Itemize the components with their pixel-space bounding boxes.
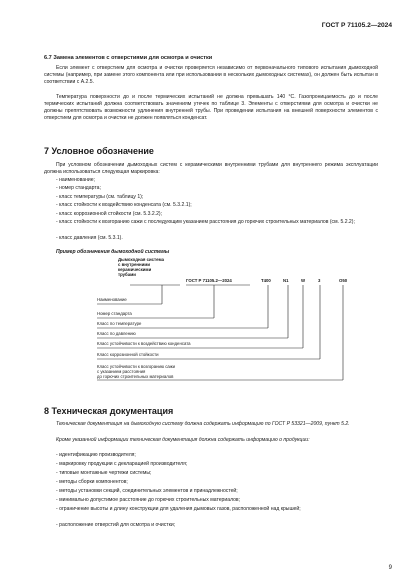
section-8-title: 8 Техническая документация <box>44 406 174 416</box>
page-number: 9 <box>388 565 392 571</box>
product-name-line: керамическими <box>118 267 152 272</box>
documentation-item: - идентификацию производителя; <box>56 452 136 458</box>
section-7-intro: При условном обозначении дымоходных систем с керамическими внутренними трубами для внутреннего режима эксплуатации должна использоваться следующая маркировка: <box>44 162 378 176</box>
product-name-line: с внутренними <box>118 262 151 267</box>
code-condensate: W <box>301 278 306 283</box>
documentation-item: - методы установки секций, соединительных элементов и принадлежностей; <box>56 488 238 494</box>
label-soot-fire-class: с указанием расстояния <box>97 369 146 374</box>
section-7-title: 7 Условное обозначение <box>44 146 154 156</box>
code-temperature: Т400 <box>261 278 271 283</box>
label-soot-fire-class: Класс устойчивости к возгоранию сажи <box>97 364 176 369</box>
code-soot-fire: O50 <box>339 278 348 283</box>
section-8-paragraph-2: Кроме указанной информации техническая документация должна содержать информацию о продукции: <box>56 437 310 443</box>
label-corrosion-class: Класс коррозионной стойкости <box>97 352 159 357</box>
designation-item: - номер стандарта; <box>56 185 101 191</box>
label-name: Наименование <box>97 297 127 302</box>
product-name-line: трубами <box>118 272 136 277</box>
section-8-paragraph-1: Техническая документация на дымоходную систему должна содержать информацию по ГОСТ Р 53321—2009, пункт 5.2. <box>56 421 350 427</box>
product-name-line: Дымоходная система <box>118 257 165 262</box>
standard-header: ГОСТ Р 71105.2—2024 <box>321 22 392 29</box>
designation-item: - наименование; <box>56 177 95 183</box>
documentation-item: - методы сборки компонентов; <box>56 479 128 485</box>
code-corrosion: 3 <box>318 278 321 283</box>
label-temperature-class: Класс по температуре <box>97 321 142 326</box>
label-soot-fire-class: до горючих строительных материалов <box>97 374 174 379</box>
section-6-7-paragraph-1: Если элемент с отверстием для осмотра и очистки проверяется независимо от первоначального типового испытания дымоходной системы (например, при замене этого компонента или при использовании в нескольких дымоходных системах), он должен быть испытан в соответствии с А.2.5. <box>44 65 378 86</box>
designation-item: - класс коррозионной стойкости (см. 5.3.2.2); <box>56 211 163 217</box>
designation-item: - класс стойкости к возгоранию сажи с последующим указанием расстояния до горючих строительных материалов (см. 5.2.2); <box>56 219 355 225</box>
documentation-item: - ограничение высоты и длину конструкции для удаления дымовых газов, расположенной над крышей; <box>56 506 301 512</box>
documentation-item: - типовые монтажные чертежи системы; <box>56 470 152 476</box>
designation-item: - класс стойкости к воздействию конденсата (см. 5.3.2.1); <box>56 202 192 208</box>
section-6-7-paragraph-2: Температура поверхности до и после термических испытаний не должна превышать 140 °С. Газопроницаемость до и после термических испытаний должна соответствовать значениям утечек по таблице 3. Элементы с отверстиями для осмотра и очистки не должны препятствовать возможности удлинения внутренней трубы. При проведении испытания на внешней поверхности элементов с отверстием для осмотра и очистки не должен появляться конденсат. <box>44 94 378 122</box>
label-standard-number: Номер стандарта <box>97 311 132 316</box>
label-pressure-class: Класс по давлению <box>97 331 136 336</box>
example-title: Пример обозначения дымоходной системы <box>56 249 170 255</box>
section-6-7-title: 6.7 Замена элементов с отверстиями для осмотра и очистки <box>44 55 213 61</box>
documentation-item: - маркировку продукции с декларацией производителя; <box>56 461 188 467</box>
designation-item: - класс давления (см. 5.3.1). <box>56 235 123 241</box>
label-condensate-class: Класс устойчивости к воздействию конденсата <box>97 341 191 346</box>
documentation-item: - расположение отверстий для осмотра и очистки; <box>56 522 176 528</box>
code-pressure: N1 <box>283 278 289 283</box>
designation-item: - класс температуры (см. таблицу 1); <box>56 194 144 200</box>
documentation-item: - минимально допустимое расстояние до горючих строительных материалов; <box>56 497 241 503</box>
code-standard: ГОСТ Р 71105.2—2024 <box>186 278 232 283</box>
